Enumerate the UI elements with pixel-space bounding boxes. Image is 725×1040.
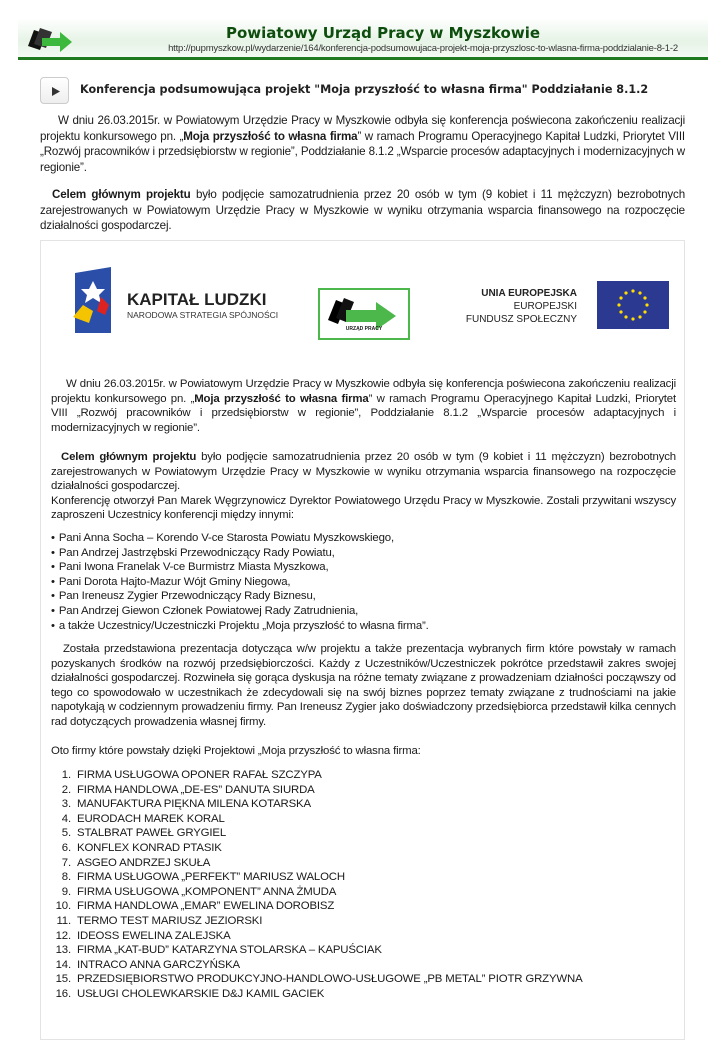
firm-name: FIRMA HANDLOWA „EMAR” EWELINA DOROBISZ: [77, 900, 335, 913]
list-item: • Pani Iwona Franelak V-ce Burmistrz Miasta Myszkowa,: [51, 560, 676, 575]
list-item: • Pani Dorota Hajto-Mazur Wójt Gminy Niegowa,: [51, 575, 676, 590]
firm-name: PRZEDSIĘBIORSTWO PRODUKCYJNO-HANDLOWO-USŁUGOWE „PB METAL” PIOTR GRZYWNA: [77, 973, 583, 986]
item-number: 11.: [56, 914, 71, 927]
firm-name: STALBRAT PAWEŁ GRYGIEL: [77, 827, 227, 840]
opening-text: Konferencję otworzył Pan Marek Węgrzynowicz Dyrektor Powiatowego Urzędu Pracy w Myszkowie. Zostali przywitani wszyscy zaproszeni Uczestnicy konferencji między innymi:: [51, 494, 676, 522]
eu-line-3: FUNDUSZ SPOŁECZNY: [465, 314, 577, 325]
site-title: Powiatowy Urząd Pracy w Myszkowie: [225, 24, 541, 42]
list-item: [51, 885, 676, 900]
list-item: [51, 826, 676, 841]
play-arrow-icon: [41, 78, 70, 105]
item-number: 5.: [61, 827, 71, 840]
list-item: [51, 768, 676, 783]
firm-name: TERMO TEST MARIUSZ JEZIORSKI: [77, 914, 263, 927]
eu-line-1: UNIA EUROPEJSKA: [481, 288, 577, 299]
item-number: 8.: [61, 871, 71, 884]
intro-paragraph: [40, 113, 685, 175]
expand-button[interactable]: [40, 77, 69, 104]
text: W dniu 26.03.2015r. w Powiatowym Urzędzie Pracy w Myszkowie odbyła się konferencja poświecona zakończeniu realizacji projektu konkursowego pn. „: [40, 114, 685, 143]
item-number: 12.: [55, 929, 71, 942]
list-item: [51, 797, 676, 812]
item-number: 1.: [61, 769, 71, 781]
goal-label: Celem głównym projektu: [61, 451, 197, 463]
list-item: • Pan Andrzej Jastrzębski Przewodniczący Rady Powiatu,: [51, 546, 676, 561]
article-content-box: [40, 240, 685, 1040]
firm-name: IDEOSS EWELINA ZALEJSKA: [77, 929, 231, 942]
text: W dniu 26.03.2015r. w Powiatowym Urzędzie Pracy w Myszkowie odbyła się konferencja poświecona zakończeniu realizacji projektu konkursowego pn. „: [51, 378, 676, 405]
page-url: http://pupmyszkow.pl/wydarzenie/164/konferencja-podsumowujaca-projekt-moja-przyszlosc-to-wlasna-firma-poddzialanie-8-1-2: [168, 43, 678, 54]
firm-name: FIRMA „KAT-BUD” KATARZYNA STOLARSKA – KAPUŚCIAK: [77, 944, 382, 957]
up-label: URZĄD PRACY: [345, 326, 383, 332]
item-number: 7.: [61, 856, 71, 869]
item-number: 3.: [61, 798, 71, 811]
article-title: Konferencja podsumowująca projekt "Moja przyszłość to własna firma" Poddziałanie 8.1.2: [80, 83, 649, 96]
list-item: [51, 914, 676, 929]
item-number: 4.: [61, 812, 71, 825]
firm-name: MANUFAKTURA PIĘKNA MILENA KOTARSKA: [77, 798, 311, 811]
list-item: [51, 929, 676, 944]
firms-intro: Oto firmy które powstały dzięki Projektowi „Moja przyszłość to własna firma:: [51, 745, 421, 757]
firm-name: FIRMA USŁUGOWA OPONER RAFAŁ SZCZYPA: [77, 769, 322, 781]
list-item: [51, 841, 676, 856]
text: było podjęcie samozatrudnienia przez 20 osób w tym (9 kobiet i 11 mężczyzn) bezrobotnych zarejestrowanych w Powiatowym Urzędzie Pracy w Myszkowie w wyniku otrzymania wsparcia finansowego na rozpoczęcie działalności gospodarczej.: [51, 451, 676, 493]
list-item: [51, 972, 676, 987]
item-number: 9.: [61, 885, 71, 898]
kl-title: KAPITAŁ LUDZKI: [127, 290, 267, 309]
kl-subtitle: NARODOWA STRATEGIA SPÓJNOŚCI: [127, 310, 279, 320]
item-number: 16.: [55, 987, 71, 1000]
firm-name: ASGEO ANDRZEJ SKUŁA: [77, 856, 211, 869]
urzad-pracy-logo: [318, 288, 410, 340]
item-number: 6.: [61, 841, 71, 854]
text: ” w ramach Programu Operacyjnego Kapitał Ludzki, Priorytet VIII „Rozwój pracowników i przedsiębiorstw w regionie”, Poddziałanie 8.1.2 „Wsparcie procesów adaptacyjnych i modernizacyjnych w regionie”.: [40, 129, 685, 174]
list-item: [51, 812, 676, 827]
list-item: • Pan Ireneusz Zygier Przewodniczący Rady Biznesu,: [51, 589, 676, 604]
goal-paragraph: [40, 187, 685, 234]
firm-name: INTRACO ANNA GARCZYŃSKA: [77, 958, 241, 971]
project-name: Moja przyszłość to własna firma: [183, 129, 358, 143]
item-number: 10.: [55, 900, 71, 913]
site-header: [18, 18, 708, 60]
item-number: 15.: [55, 973, 71, 986]
list-item: [51, 987, 676, 1002]
item-number: 13.: [55, 944, 71, 957]
list-item: [51, 783, 676, 798]
eu-line-2: EUROPEJSKI: [513, 301, 577, 312]
list-item: [51, 943, 676, 958]
firm-name: FIRMA USŁUGOWA „PERFEKT” MARIUSZ WALOCH: [77, 871, 345, 884]
goal-label: Celem głównym projektu: [52, 188, 191, 201]
list-item: [51, 958, 676, 973]
list-item: [51, 899, 676, 914]
firm-name: EURODACH MAREK KORAL: [77, 812, 225, 825]
box-intro-paragraph: [51, 377, 676, 435]
item-number: 14.: [55, 958, 71, 971]
eu-flag-icon: [597, 281, 669, 329]
firm-name: KONFLEX KONRAD PTASIK: [77, 841, 222, 854]
list-item: • Pan Andrzej Giewon Członek Powiatowej Rady Zatrudnienia,: [51, 604, 676, 619]
project-name: Moja przyszłość to własna firma: [194, 392, 369, 405]
list-item: [51, 870, 676, 885]
presentation-paragraph: Została przedstawiona prezentacja dotycząca w/w projektu a także prezentacja wybranych firm które powstały w ramach pozyskanych środków na rozwój przedsiębiorczości. Każdy z Uczestników/Uczestniczek pokrótce przedstawił zakres swojej działalności gospodarczej. Rozwineła się gorąca dyskusja na różne tematy związane z prowadzeniam działności począwszy od tego co spowodowało w uczestnikach że zdecydowali się na swój biznes poprzez tematy związane z trudnościami na jakie napotykają w codziennym prowadzeniu firmy. Pan Ireneusz Zygier jako doświadczony przedsiębiorca przedstawił kilka cennych rad dotyczących prowadzenia własnej firmy.: [51, 643, 676, 728]
guest-list: [51, 531, 676, 633]
firm-list: [51, 768, 676, 1002]
box-goal-paragraph: [51, 450, 676, 523]
text: ” w ramach Programu Operacyjnego Kapitał Ludzki, Priorytet VIII „Rozwój pracowników i przedsiębiorstw w regionie”, Poddziałanie 8.1.2 „Wsparcie procesów adaptacyjnych i modernizacyjnych w regionie”.: [51, 392, 677, 434]
firm-name: FIRMA USŁUGOWA „KOMPONENT” ANNA ŻMUDA: [77, 885, 337, 898]
firm-name: USŁUGI CHOLEWKARSKIE D&J KAMIL GACIEK: [77, 987, 325, 1000]
kapital-ludzki-emblem-icon: [71, 267, 111, 333]
firm-name: FIRMA HANDLOWA „DE-ES” DANUTA SIURDA: [77, 783, 315, 796]
list-item: [51, 856, 676, 871]
kapital-ludzki-logo: [71, 267, 279, 338]
list-item: • Pani Anna Socha – Korendo V-ce Starosta Powiatu Myszkowskiego,: [51, 531, 676, 546]
item-number: 2.: [61, 783, 71, 796]
list-item: • a także Uczestnicy/Uczestniczki Projektu „Moja przyszłość to własna firma”.: [51, 619, 676, 634]
text: było podjęcie samozatrudnienia przez 20 osób w tym (9 kobiet i 11 mężczyzn) bezrobotnych zarejestrowanych w Powiatowym Urzędzie Pracy w Myszkowie w wyniku otrzymania wsparcia finansowego na rozpoczęcie działalności gospodarczej.: [40, 188, 685, 232]
